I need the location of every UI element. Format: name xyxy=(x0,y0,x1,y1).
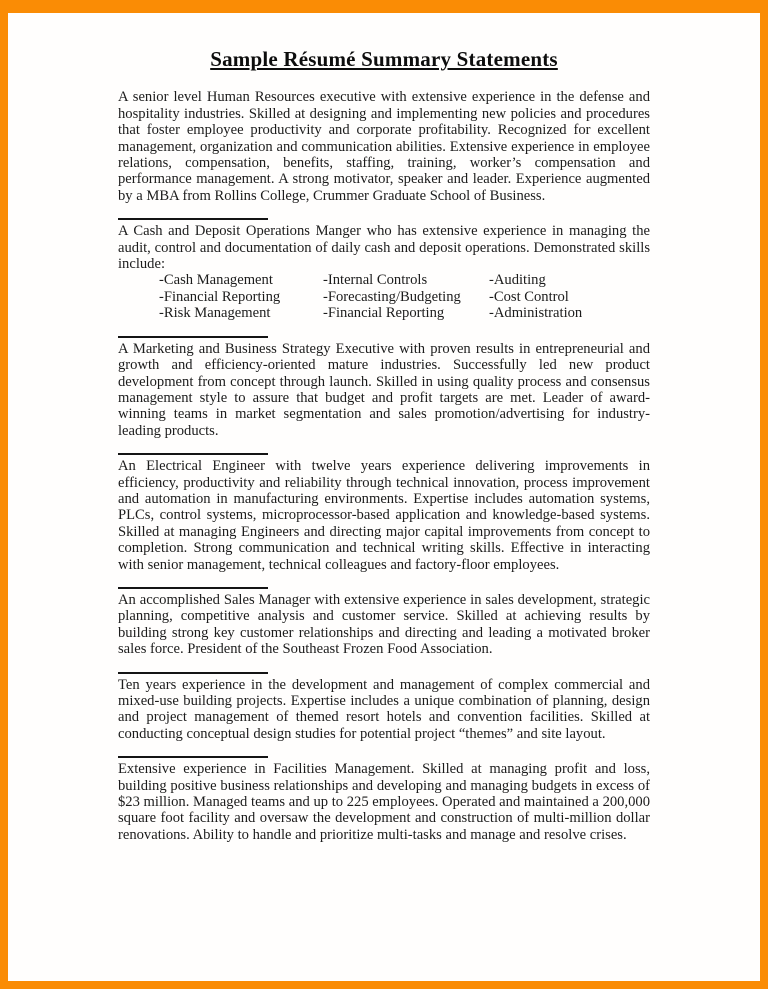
paragraph-project-manager: Ten years experience in the development and management of complex commercial and mixed-use building projects. Expertise includes a unique combination of planning, design and project management of themed resort hotels and convention facilities. Skilled at conducting conceptual design studies for potential project “themes” and site layout. xyxy=(118,676,650,742)
skill-item: -Financial Reporting xyxy=(159,288,281,305)
section-divider xyxy=(118,672,268,674)
paragraph-sales-manager: An accomplished Sales Manager with extensive experience in sales development, strategic planning, competitive analysis and customer service. Skilled at achieving results by building strong key customer relationships and directing and leading a motivated broker sales force. President of the Southeast Frozen Food Association. xyxy=(118,591,650,658)
section-divider xyxy=(118,453,268,455)
skill-item: -Risk Management xyxy=(159,305,271,322)
section-divider xyxy=(118,756,268,758)
page-title: Sample Résumé Summary Statements xyxy=(210,47,558,71)
section-divider xyxy=(118,587,268,589)
document-page xyxy=(8,13,760,981)
paragraph-electrical-engineer: An Electrical Engineer with twelve years experience delivering improvements in efficiency, productivity and reliability through technical innovation, process improvement and automation in manufacturing environments. Expertise includes automation systems, PLCs, control systems, microprocessor-based application and knowledge-based systems. Skilled at managing Engineers and directing major capital improvements from concept to completion. Strong communication and technical writing skills. Effective in interacting with senior management, technical colleagues and factory-floor employees. xyxy=(118,458,650,573)
paragraph-hr-executive: A senior level Human Resources executive with extensive experience in the defense and hospitality industries. Skilled at designing and implementing new policies and procedures that foster employee productivity and corporate profitability. Recognized for excellent management, organization and communication abilities. Extensive experience in employee relations, compensation, benefits, staffing, training, worker’s compensation and performance management. A strong motivator, speaker and leader. Experience augmented by a MBA from Rollins College, Crummer Graduate School of Business. xyxy=(118,89,650,204)
skill-item: -Internal Controls xyxy=(323,272,428,289)
skill-item: -Cost Control xyxy=(489,288,569,305)
paragraph-marketing-executive: A Marketing and Business Strategy Executive with proven results in entrepreneurial and growth and efficiency-oriented mature industries. Successfully led new product development from concept through launch. Skilled in using quality process and consensus management style to assure that budget and profit targets are met. Leader of award-winning teams in market segmentation and sales promotion/advertising for industry-leading products. xyxy=(118,340,650,439)
paragraph-cash-operations: A Cash and Deposit Operations Manger who has extensive experience in managing the audit, control and documentation of daily cash and deposit operations. Demonstrated skills include: xyxy=(118,223,650,273)
skills-grid xyxy=(118,272,650,321)
skill-item: -Auditing xyxy=(489,272,546,289)
paragraph-facilities-management: Extensive experience in Facilities Management. Skilled at managing profit and loss, building positive business relationships and developing and managing budgets in excess of $23 million. Managed teams and up to 225 employees. Operated and maintained a 200,000 square foot facility and oversaw the development and construction of multi-million dollar renovations. Ability to handle and prioritize multi-tasks and manage and resolve crises. xyxy=(118,761,650,843)
skill-item: -Cash Management xyxy=(159,272,273,289)
skill-item: -Forecasting/Budgeting xyxy=(323,288,461,305)
skill-item: -Financial Reporting xyxy=(323,305,445,322)
section-divider xyxy=(118,336,268,338)
section-divider xyxy=(118,218,268,220)
skill-item: -Administration xyxy=(489,305,583,322)
